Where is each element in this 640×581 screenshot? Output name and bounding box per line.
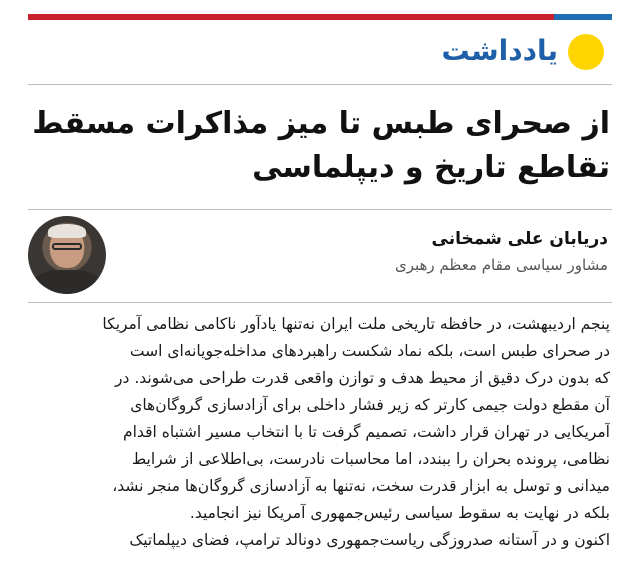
body-line: بلکه در نهایت به سقوط سیاسی رئیس‌جمهوری آمریکا نیز انجامید. — [189, 504, 610, 522]
divider — [28, 209, 612, 210]
body-line: در صحرای طبس است، بلکه نماد شکست راهبردهای مداخله‌جویانه‌ای است — [129, 342, 610, 360]
headline-line: تقاطع تاریخ و دیپلماسی — [252, 150, 610, 185]
body-line: پنجم اردیبهشت، در حافظه تاریخی ملت ایران نه‌تنها یادآور ناکامی نظامی آمریکا — [102, 315, 610, 333]
divider — [28, 302, 612, 303]
body-line: میدانی و توسل به ابزار قدرت سخت، نه‌تنها به آزادسازی گروگان‌ها منجر نشد، — [112, 477, 610, 495]
article-body — [24, 311, 610, 554]
headline — [30, 102, 610, 190]
body-line: آمریکایی در تهران قرار داشت، تصمیم گرفت تا با انتخاب مسیر اشتباه اقدام — [123, 423, 610, 441]
section-header — [30, 30, 610, 74]
body-line: آن مقطع دولت جیمی کارتر که زیر فشار داخلی برای آزادسازی گروگان‌های — [130, 396, 610, 414]
top-bar-red — [28, 14, 554, 20]
top-color-bar — [28, 14, 612, 20]
section-label: یادداشت — [441, 34, 558, 67]
headline-line: از صحرای طبس تا میز مذاکرات مسقط — [32, 106, 610, 141]
author-name: دریابان علی شمخانی — [431, 229, 608, 249]
divider — [28, 84, 612, 85]
body-line: اکنون و در آستانه صدروزگی ریاست‌جمهوری دونالد ترامپ، فضای دیپلماتیک — [129, 531, 610, 549]
author-portrait-icon — [28, 216, 106, 294]
author-role: مشاور سیاسی مقام معظم رهبری — [394, 256, 608, 274]
body-line: نظامی، پرونده بحران را ببندد، اما محاسبات نادرست، بی‌اطلاعی از شرایط — [131, 450, 610, 468]
yellow-dot-icon — [568, 34, 604, 70]
top-bar-blue — [554, 14, 612, 20]
body-line: که بدون درک دقیق از محیط هدف و توازن واقعی قدرت طراحی می‌شوند. در — [115, 369, 610, 387]
